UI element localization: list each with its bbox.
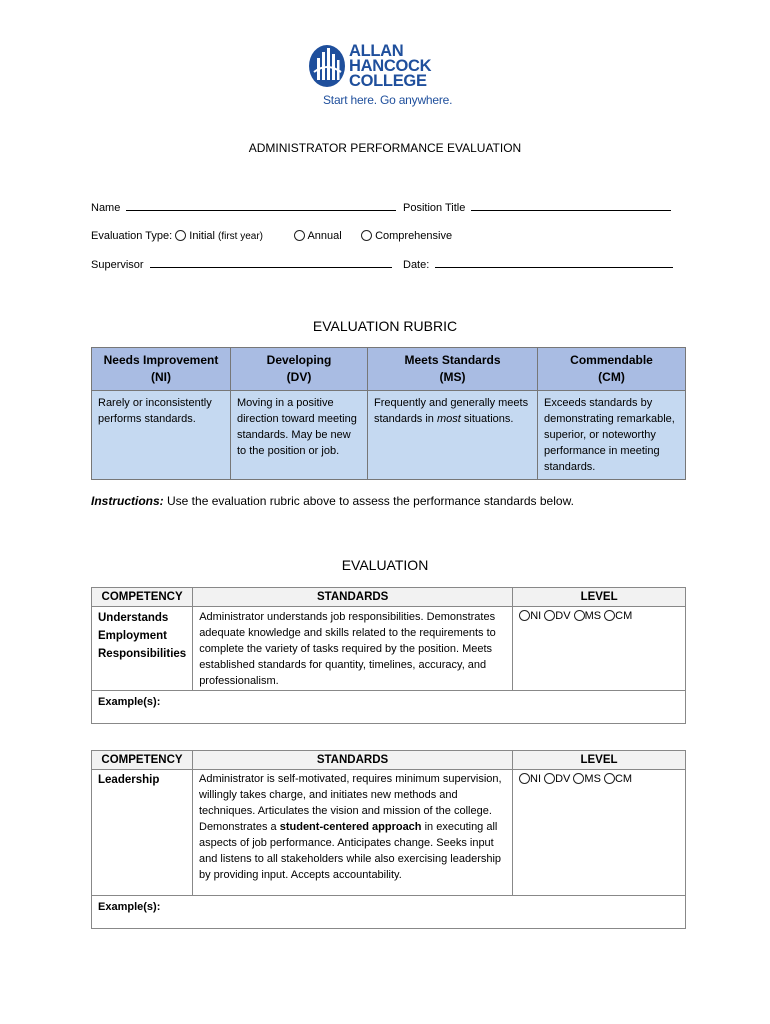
level-ni-radio[interactable] <box>519 773 530 784</box>
evaluation-type-row <box>91 230 263 242</box>
name-row <box>91 201 396 214</box>
date-row <box>403 258 673 271</box>
level-ms-label: MS <box>584 610 602 622</box>
position-title-field[interactable] <box>471 201 671 211</box>
competency-column-header: COMPETENCY <box>92 751 193 770</box>
rubric-cell-ms: Frequently and generally meets standards in most situations. <box>368 391 538 480</box>
evaluation-type-label: Evaluation Type: <box>91 230 173 242</box>
rubric-header-dv: Developing (DV) <box>231 348 368 391</box>
rubric-cell-cm: Exceeds standards by demonstrating remarkable, superior, or noteworthy performance in meeting standards. <box>538 391 686 480</box>
logo-line-2: HANCOCK <box>349 57 432 75</box>
supervisor-label: Supervisor <box>91 259 144 271</box>
level-ms-label: MS <box>584 773 601 785</box>
standards-column-header: STANDARDS <box>193 588 513 607</box>
initial-note: (first year) <box>218 231 264 242</box>
rubric-title: EVALUATION RUBRIC <box>312 318 458 334</box>
level-ms-radio[interactable] <box>574 610 585 621</box>
comprehensive-option <box>361 230 452 242</box>
competency-header-row <box>92 588 686 607</box>
rubric-cell-ni: Rarely or inconsistently performs standards. <box>92 391 231 480</box>
comprehensive-radio[interactable] <box>361 230 372 241</box>
level-ni-radio[interactable] <box>519 610 530 621</box>
name-label: Name <box>91 202 121 214</box>
rubric-description-row <box>92 391 686 480</box>
level-options <box>513 607 686 691</box>
level-cm-radio[interactable] <box>604 773 615 784</box>
level-cm-label: CM <box>614 773 633 785</box>
level-column-header: LEVEL <box>513 751 686 770</box>
name-field[interactable] <box>126 201 396 211</box>
tagline: Start here. Go anywhere. <box>323 93 453 107</box>
date-label: Date: <box>403 259 430 271</box>
date-field[interactable] <box>435 258 673 268</box>
position-title-row <box>403 201 671 214</box>
instructions-label: Instructions: <box>91 494 164 508</box>
examples-field[interactable]: Example(s): <box>92 896 686 929</box>
logo-emblem-icon <box>308 44 346 88</box>
comprehensive-label: Comprehensive <box>375 230 453 242</box>
rubric-header-cm: Commendable (CM) <box>538 348 686 391</box>
competency-row <box>92 770 686 896</box>
supervisor-row <box>91 258 392 271</box>
logo-line-3: COLLEGE <box>349 72 427 90</box>
competency-row <box>92 607 686 691</box>
rubric-cell-dv: Moving in a positive direction toward meeting standards. May be new to the position or job. <box>231 391 368 480</box>
rubric-header-row <box>92 348 686 391</box>
level-cm-radio[interactable] <box>604 610 615 621</box>
standards-text: Administrator is self-motivated, requires minimum supervision, willingly takes charge, and initiates new methods and techniques. Articulates the vision and mission of the college. Demonstrates a student-centered approach in executing all aspects of job performance. Anticipates change. Seeks input and listens to all stakeholders while also exercising leadership by providing input. Accepts accountability. <box>193 770 513 896</box>
evaluation-title: EVALUATION <box>341 557 429 573</box>
page-title: ADMINISTRATOR PERFORMANCE EVALUATION <box>248 141 522 155</box>
level-column-header: LEVEL <box>513 588 686 607</box>
annual-radio[interactable] <box>294 230 305 241</box>
level-dv-label: DV <box>555 610 571 622</box>
competency-name: Leadership <box>92 770 193 896</box>
rubric-header-ms: Meets Standards (MS) <box>368 348 538 391</box>
initial-label: Initial <box>189 230 215 242</box>
position-title-label: Position Title <box>403 202 466 214</box>
level-dv-radio[interactable] <box>544 773 555 784</box>
evaluation-rubric-table <box>91 347 686 480</box>
initial-radio[interactable] <box>175 230 186 241</box>
level-dv-label: DV <box>555 773 571 785</box>
level-ni-label: NI <box>530 773 541 785</box>
level-ms-radio[interactable] <box>573 773 584 784</box>
instructions <box>91 494 574 508</box>
competency-table-1 <box>91 587 686 724</box>
level-cm-label: CM <box>615 610 633 622</box>
competency-table-2 <box>91 750 686 929</box>
examples-field[interactable]: Example(s): <box>92 691 686 724</box>
competency-column-header: COMPETENCY <box>92 588 193 607</box>
annual-label: Annual <box>307 230 342 242</box>
competency-name: Understands Employment Responsibilities <box>92 607 193 691</box>
examples-row <box>92 896 686 929</box>
rubric-header-ni: Needs Improvement (NI) <box>92 348 231 391</box>
standards-text: Administrator understands job responsibilities. Demonstrates adequate knowledge and skills related to the requirements to complete the variety of tasks required by the position. Meets established standards for quantity, timelines, accuracy, and professionalism. <box>193 607 513 691</box>
supervisor-field[interactable] <box>150 258 392 268</box>
level-options <box>513 770 686 896</box>
logo-line-1: ALLAN <box>349 42 404 60</box>
competency-header-row <box>92 751 686 770</box>
annual-option <box>294 230 342 242</box>
level-dv-radio[interactable] <box>544 610 555 621</box>
level-ni-label: NI <box>530 610 542 622</box>
standards-column-header: STANDARDS <box>193 751 513 770</box>
college-logo <box>308 44 468 110</box>
examples-row <box>92 691 686 724</box>
instructions-text: Use the evaluation rubric above to assess the performance standards below. <box>163 494 574 508</box>
